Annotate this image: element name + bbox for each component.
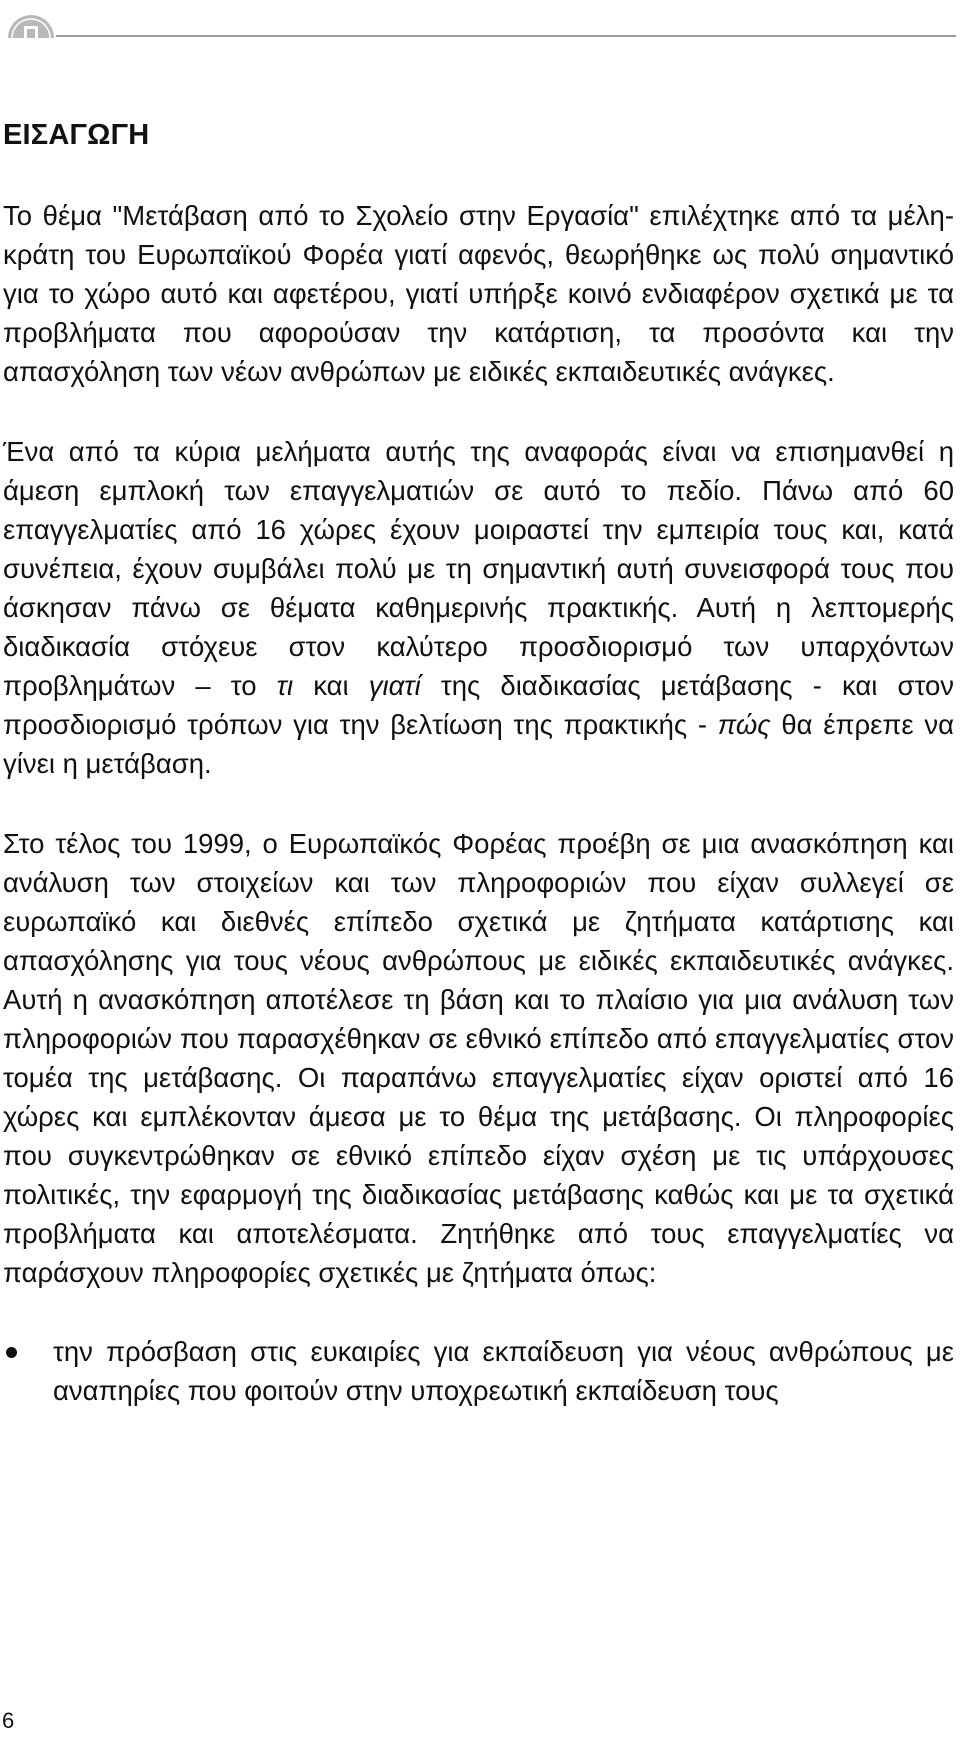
page-header [0,0,960,40]
header-rule [56,35,956,37]
semicircle-logo-icon [6,12,56,38]
paragraph-3: Στο τέλος του 1999, ο Ευρωπαϊκός Φορέας προέβη σε μια ανασκόπηση και ανάλυση των στοιχείων και των πληροφοριών που είχαν συλλεγεί σε ευρωπαϊκό και διεθνές επίπεδο σχετικά με ζητήματα κατάρτισης και απασχόλησης για τους νέους ανθρώπους με ειδικές εκπαιδευτικές ανάγκες. Αυτή η ανασκόπηση αποτέλεσε τη βάση και το πλαίσιο για μια ανάλυση των πληροφοριών που παρασχέθηκαν σε εθνικό επίπεδο από επαγγελματίες στον τομέα της μετάβασης. Οι παραπάνω επαγγελματίες είχαν οριστεί από 16 χώρες και εμπλέκονταν άμεσα με το θέμα της μετάβασης. Οι πληροφορίες που συγκεντρώθηκαν σε εθνικό επίπεδο είχαν σχέση με τις υπάρχουσες πολιτικές, την εφαρμογή της διαδικασίας μετάβασης καθώς και με τα σχετικά προβλήματα και αποτελέσματα. Ζητήθηκε από τους επαγγελματίες να παράσχουν πληροφορίες σχετικές με ζητήματα όπως: [3,828,954,1288]
paragraph-2-text-3: της διαδικασίας μετάβασης - και στον προσδιορισμό τρόπων για την βελτίωση της πρακτικής - [3,670,954,740]
paragraph-2-text-4: θα έπρεπε να γίνει η μετάβαση. [3,709,954,779]
list-item [3,1332,954,1410]
paragraph-2 [3,432,954,783]
list-item-text: την πρόσβαση στις ευκαιρίες για εκπαίδευση για νέους ανθρώπους με αναπηρίες που φοιτούν στην υποχρεωτική εκπαίδευση τους [53,1336,954,1406]
section-heading: ΕΙΣΑΓΩΓΗ [3,119,150,151]
paragraph-2-text-1: Ένα από τα κύρια μελήματα αυτής της αναφοράς είναι να επισημανθεί η άμεση εμπλοκή των επαγγελματιών σε αυτό το πεδίο. Πάνω από 60 επαγγελματίες από 16 χώρες έχουν μοιραστεί την εμπειρία τους και, κατά συνέπεια, έχουν συμβάλει πολύ με τη σημαντική αυτή συνεισφορά τους που άσκησαν πάνω σε θέματα καθημερινής πρακτικής. Αυτή η λεπτομερής διαδικασία στόχευε στον καλύτερο προσδιορισμό των υπαρχόντων προβλημάτων – το [3,436,954,701]
paragraph-1: Το θέμα "Μετάβαση από το Σχολείο στην Εργασία" επιλέχτηκε από τα μέλη-κράτη του Ευρωπαϊκού Φορέα γιατί αφενός, θεωρήθηκε ως πολύ σημαντικό για το χώρο αυτό και αφετέρου, γιατί υπήρξε κοινό ενδιαφέρον σχετικά με τα προβλήματα που αφορούσαν την κατάρτιση, τα προσόντα και την απασχόληση των νέων ανθρώπων με ειδικές εκπαιδευτικές ανάγκες. [3,200,954,387]
emphasis-what: τι [276,670,294,701]
emphasis-how: πώς [717,709,771,740]
document-body [3,118,954,1410]
bullet-dot-icon [6,1347,17,1358]
paragraph-2-text-2: και [293,670,369,701]
emphasis-why: γιατί [368,670,421,701]
bullet-list [3,1332,954,1410]
page-number: 6 [2,1708,15,1733]
